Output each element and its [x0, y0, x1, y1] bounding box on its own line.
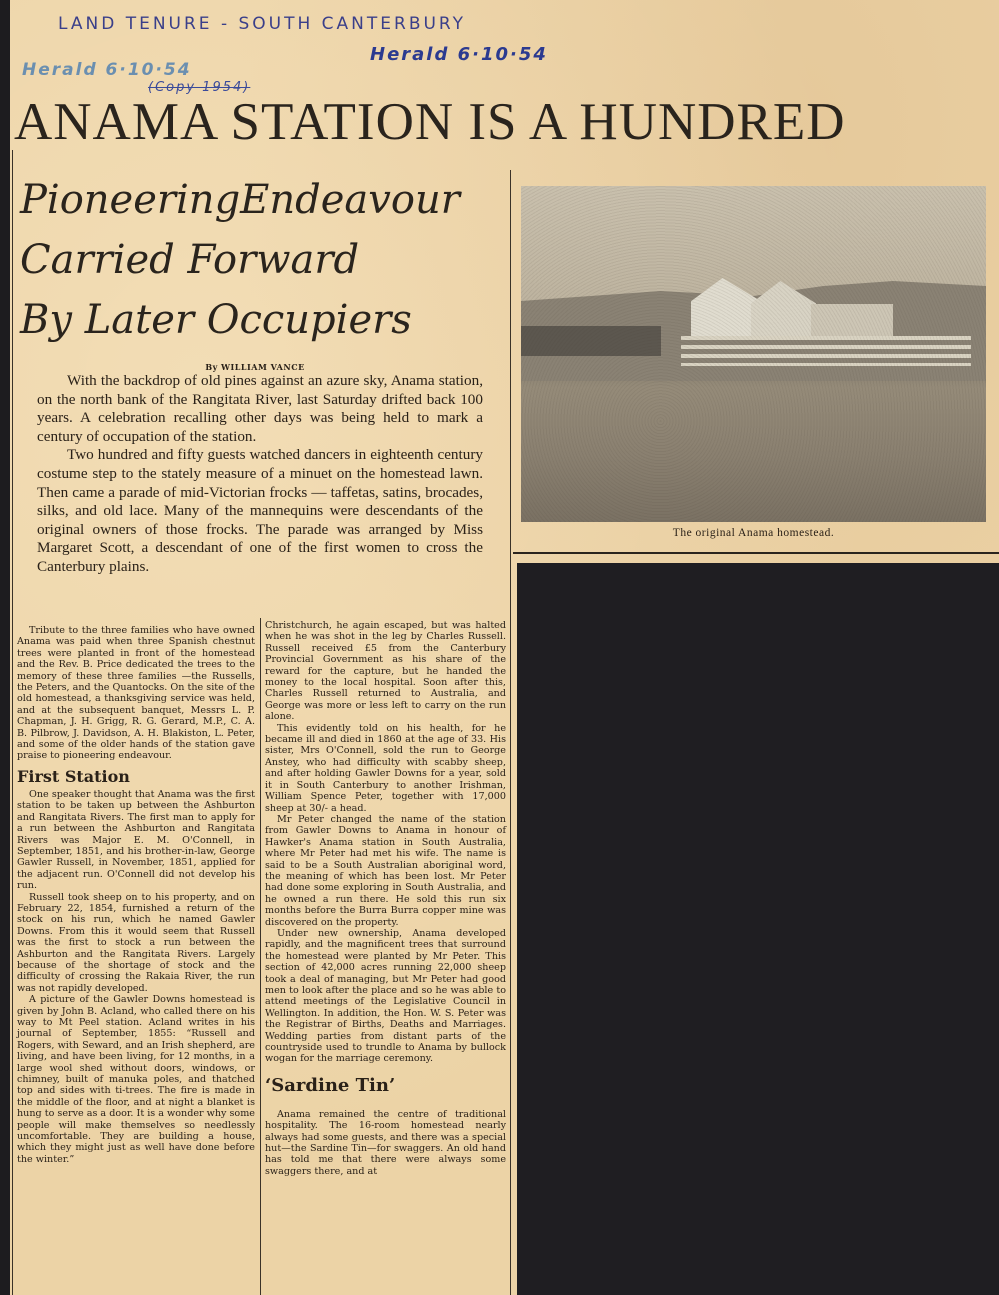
body-paragraph: Under new ownership, Anama developed rapidly, and the magnificent trees that surround the homestead were planted by Mr Peter. This section of 42,000 acres running 22,000 sheep took a deal of managing, but Mr Peter had good men to look after the place and so he was able to attend meetings of the Legislative Council in Wellington. In addition, the Hon. W. S. Peter was the Registrar of Births, Deaths and Marriages. Wedding parties from distant parts of the countryside used to trundle to Anama by bullock wogan for the marriage ceremony. — [265, 927, 506, 1065]
section-heading-sardine-tin: ‘Sardine Tin’ — [265, 1074, 396, 1096]
homestead-photo — [521, 186, 986, 522]
photo-grain — [521, 186, 986, 522]
photo-image — [521, 186, 986, 522]
article-intro — [37, 372, 483, 577]
body-paragraph: This evidently told on his health, for he became ill and died in 1860 at the age of 33. His sister, Mrs O'Connell, sold the run to George Anstey, who had difficulty with scabby sheep, and after holding Gawler Downs for a year, sold it in South Canterbury to another Irishman, William Spence Peter, together with 17,000 sheep at 30/- a head. — [265, 722, 506, 814]
article-subheadline — [20, 170, 510, 350]
body-paragraph: Anama remained the centre of traditional hospitality. The 16-room homestead nearly always had some guests, and there was a special hut—the Sardine Tin—for swaggers. An old hand has told me that there were always some swaggers there, and at — [265, 1108, 506, 1177]
body-paragraph: Christchurch, he again escaped, but was halted when he was shot in the leg by Charles Russell. Russell received £5 from the Canterbury Provincial Government as his share of the reward for the capture, but he handed the money to the local hospital. Soon after this, Charles Russell returned to Australia, and George was more or less left to carry on the run alone. — [265, 620, 506, 723]
photo-bottom-rule — [513, 552, 999, 554]
subheadline-line: Carried Forward — [20, 237, 360, 283]
body-paragraph: A picture of the Gawler Downs homestead is given by John B. Acland, who called there on his way to Mt Peel station. Acland writes in his journal of September, 1855: “Russell and Rogers, with Seward, and an Irish shepherd, are living, and have been living, for 12 months, in a large wool shed without doors, windows, or chimney, built of manuka poles, and thatched top and sides with ti-trees. The fire is made in the middle of the floor, and at night a blanket is hung to serve as a door. It is a wonder why some people will make themselves so needlessly uncomfortable. They are building a house, which they might just as well have done before the winter.” — [17, 994, 255, 1165]
left-column-rule — [12, 150, 13, 1295]
photo-caption: The original Anama homestead. — [672, 527, 835, 539]
handwritten-date-note-faded: Herald 6·10·54 — [22, 60, 192, 80]
body-paragraph: Tribute to the three families who have owned Anama was paid when three Spanish chestnut trees were planted in front of the homestead and the Rev. B. Price dedicated the trees to the memory of these three families —the Russells, the Peters, and the Quantocks. On the site of the old homestead, a thanksgiving service was held, and at the subsequent banquet, Messrs L. P. Chapman, J. H. Grigg, R. G. Gerard, M.P., C. A. B. Pilbrow, J. Davidson, A. H. Blakiston, L. Peter, and some of the older hands of the station gave praise to pioneering endeavour. — [17, 625, 255, 762]
subheadline-line: PioneeringEndeavour — [20, 177, 460, 223]
middle-column-rule — [260, 618, 261, 1295]
section-heading-first-station: First Station — [17, 766, 130, 786]
handwritten-filing-label: LAND TENURE - SOUTH CANTERBURY — [58, 14, 467, 34]
right-column-rule — [510, 170, 511, 1295]
body-paragraph: One speaker thought that Anama was the first station to be taken up between the Ashburton and Rangitata Rivers. The first man to apply for a run between the Ashburton and Rangitata Rivers was Major E. M. O'Connell, in September, 1851, and his brother-in-law, George Gawler Russell, in November, 1851, applied for the adjacent run. O'Connell did not develop his run. — [17, 788, 255, 892]
article-column-2 — [265, 620, 506, 1177]
body-paragraph: Mr Peter changed the name of the station from Gawler Downs to Anama in honour of Hawker's Anama station in South Australia, where Mr Peter had met his wife. The name is said to be a South Australian aboriginal word, the meaning of which has been lost. Mr Peter had done some exploring in South Australia, and he owned a run there. He sold this run six months before the Burra Burra copper mine was discovered on the property. — [265, 813, 506, 928]
intro-paragraph: With the backdrop of old pines against an azure sky, Anama station, on the north bank of the Rangitata River, last Saturday drifted back 100 years. A celebration recalling other days was being held to mark a century of occupation of the station. — [37, 372, 483, 445]
article-column-1 — [17, 625, 255, 1165]
intro-paragraph: Two hundred and fifty guests watched dancers in eighteenth century costume step to the stately measure of a minuet on the homestead lawn. Then came a parade of mid-Victorian frocks — taffetas, satins, brocades, silks, and old lace. Many of the mannequins were descendants of the original owners of those frocks. The parade was arranged by Miss Margaret Scott, a descendant of one of the first women to cross the Canterbury plains. — [37, 446, 483, 575]
scan-border — [0, 0, 10, 1295]
article-headline: ANAMA STATION IS A HUNDRED — [14, 93, 846, 151]
byline: By WILLIAM VANCE — [205, 362, 305, 372]
body-paragraph: Russell took sheep on to his property, and on February 22, 1854, furnished a return of the stock on his run, which he named Gawler Downs. From this it would seem that Russell was the first to stock a run between the Ashburton and the Rangitata Rivers. Largely because of the shortage of stock and the difficulty of crossing the Rakaia River, the run was not rapidly developed. — [17, 891, 255, 994]
dark-backing-board — [517, 563, 999, 1295]
handwritten-struck-note: (Copy 1954) — [148, 80, 251, 95]
subheadline-line: By Later Occupiers — [20, 297, 412, 343]
handwritten-date-note: Herald 6·10·54 — [370, 44, 548, 65]
